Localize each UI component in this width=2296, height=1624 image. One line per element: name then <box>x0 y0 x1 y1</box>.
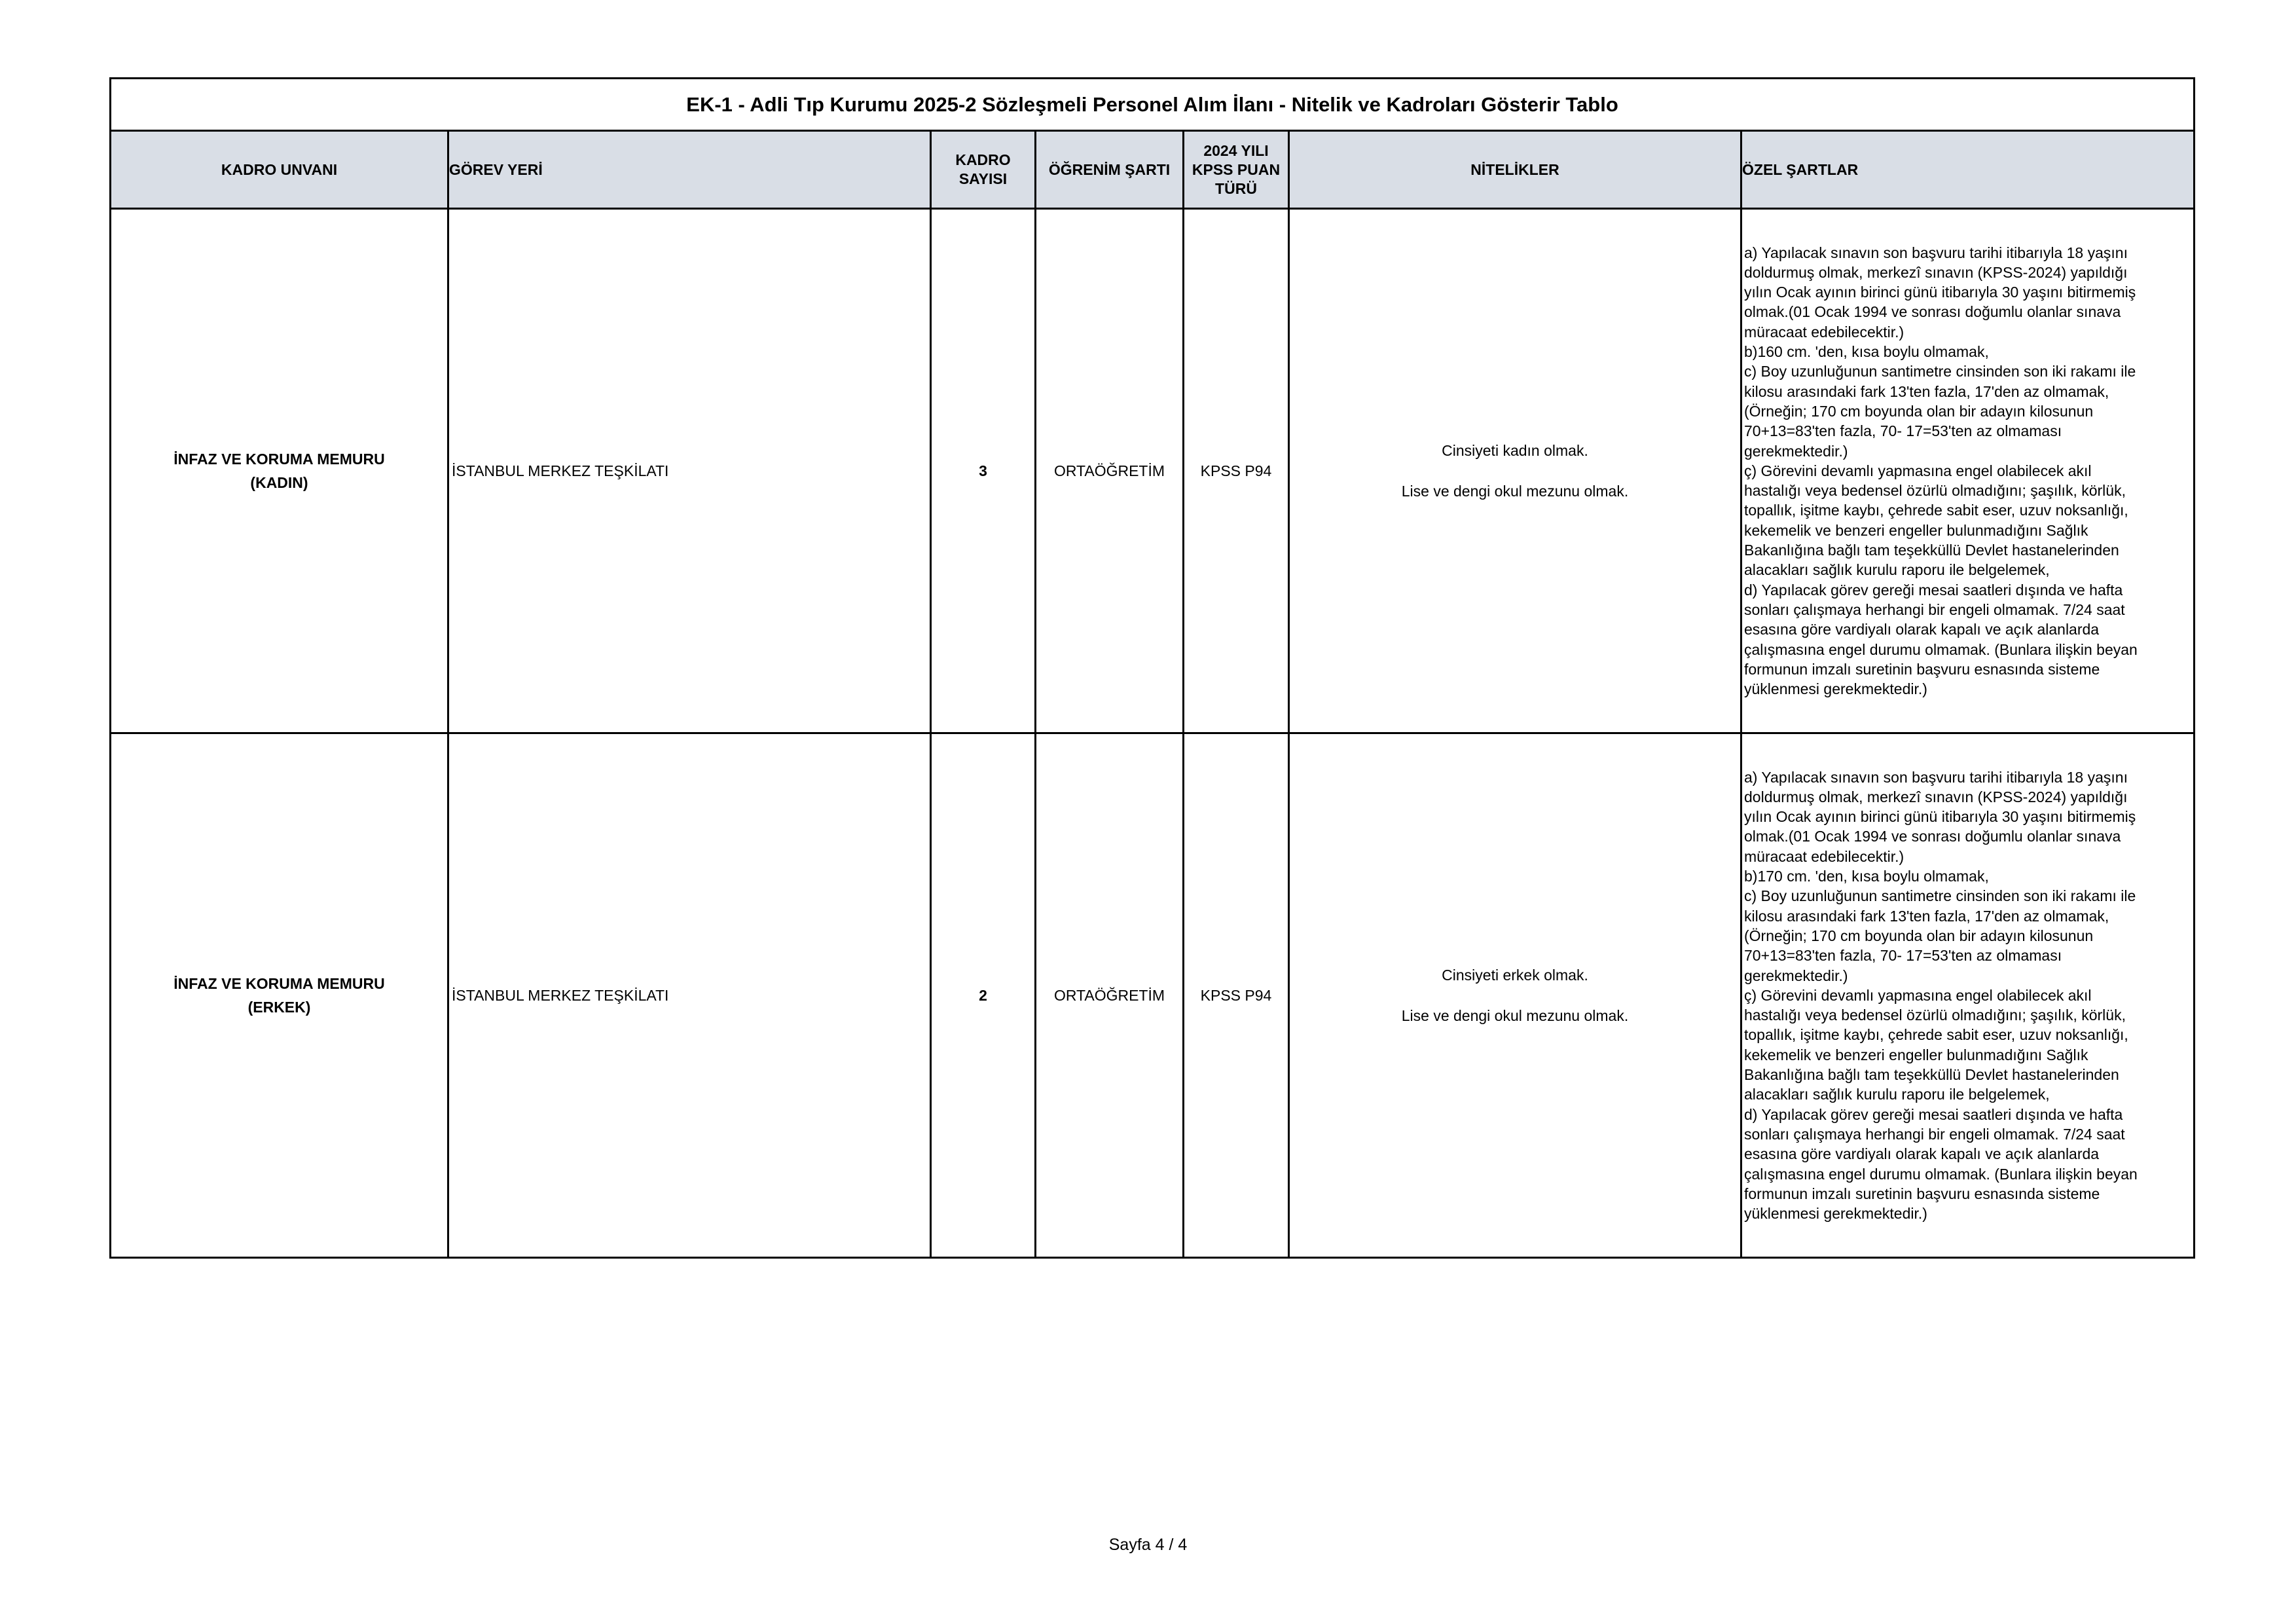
cell-ogrenim-sarti: ORTAÖĞRETİM <box>1036 733 1184 1258</box>
header-gorev-yeri: GÖREV YERİ <box>448 131 931 209</box>
ozel-sart-line: yılın Ocak ayının birinci günü itibarıyla 30 yaşını bitirmemiş <box>1744 808 2136 826</box>
ozel-sart-line: olmak.(01 Ocak 1994 ve sonrası doğumlu olanlar sınava <box>1744 828 2121 845</box>
ozel-sart-line: b)170 cm. 'den, kısa boylu olmamak, <box>1744 868 1989 885</box>
ozel-sart-line: d) Yapılacak görev gereği mesai saatleri dışında ve hafta <box>1744 581 2123 599</box>
header-nitelikler: NİTELİKLER <box>1289 131 1741 209</box>
ozel-sart-line: (Örneğin; 170 cm boyunda olan bir adayın kilosunun <box>1744 927 2094 944</box>
ozel-sart-line: c) Boy uzunluğunun santimetre cinsinden son iki rakamı ile <box>1744 363 2136 380</box>
kadro-unvani-line: (KADIN) <box>250 474 308 491</box>
cell-ogrenim-sarti: ORTAÖĞRETİM <box>1036 209 1184 733</box>
ozel-sart-line: hastalığı veya bedensel özürlü olmadığını; şaşılık, körlük, <box>1744 482 2126 500</box>
ozel-sart-line: müracaat edebilecektir.) <box>1744 847 1904 865</box>
ozel-sart-line: a) Yapılacak sınavın son başvuru tarihi itibarıyla 18 yaşını <box>1744 244 2128 261</box>
ozel-sart-line: b)160 cm. 'den, kısa boylu olmamak, <box>1744 343 1989 361</box>
kadro-unvani-line: İNFAZ VE KORUMA MEMURU <box>173 975 385 992</box>
ozel-sart-line: doldurmuş olmak, merkezî sınavın (KPSS-2024) yapıldığı <box>1744 788 2128 805</box>
nitelik-line: Lise ve dengi okul mezunu olmak. <box>1401 1006 1629 1024</box>
ozel-sart-line: müracaat edebilecektir.) <box>1744 323 1904 341</box>
ozel-sart-line: kekemelik ve benzeri engeller bulunmadığını Sağlık <box>1744 521 2088 539</box>
ozel-sart-line: esasına göre vardiyalı olarak kapalı ve açık alanlarda <box>1744 1145 2100 1163</box>
cell-kadro-unvani <box>111 733 448 1258</box>
ozel-sart-line: formunun imzalı suretinin başvuru esnasında sisteme <box>1744 660 2100 678</box>
table-title: EK-1 - Adli Tıp Kurumu 2025-2 Sözleşmeli Personel Alım İlanı - Nitelik ve Kadroları Gösterir Tablo <box>111 79 2195 131</box>
ozel-sart-line: alacakları sağlık kurulu raporu ile belgelemek, <box>1744 561 2050 579</box>
cell-gorev-yeri: İSTANBUL MERKEZ TEŞKİLATI <box>448 733 931 1258</box>
cell-kadro-sayisi: 3 <box>931 209 1036 733</box>
ozel-sart-line: yüklenmesi gerekmektedir.) <box>1744 680 1927 698</box>
ozel-sart-line: c) Boy uzunluğunun santimetre cinsinden son iki rakamı ile <box>1744 887 2136 905</box>
cell-kpss-puan-turu: KPSS P94 <box>1184 209 1289 733</box>
header-kpss-puan-turu <box>1184 131 1289 209</box>
nitelik-line: Cinsiyeti kadın olmak. <box>1442 441 1588 459</box>
ozel-sart-line: 70+13=83'ten fazla, 70- 17=53'ten az olmaması <box>1744 947 2062 965</box>
ozel-sart-line: gerekmektedir.) <box>1744 442 1848 460</box>
header-kadro-sayisi <box>931 131 1036 209</box>
ozel-sart-line: yılın Ocak ayının birinci günü itibarıyla 30 yaşını bitirmemiş <box>1744 284 2136 301</box>
ozel-sart-line: 70+13=83'ten fazla, 70- 17=53'ten az olmaması <box>1744 422 2062 440</box>
ozel-sart-line: çalışmasına engel durumu olmamak. (Bunlara ilişkin beyan <box>1744 1165 2138 1183</box>
ozel-sart-line: çalışmasına engel durumu olmamak. (Bunlara ilişkin beyan <box>1744 640 2138 658</box>
personnel-table <box>109 77 2195 1259</box>
cell-nitelikler <box>1289 733 1741 1258</box>
ozel-sart-line: esasına göre vardiyalı olarak kapalı ve açık alanlarda <box>1744 621 2100 638</box>
page-number: Sayfa 4 / 4 <box>1108 1536 1188 1554</box>
header-kpss-line: 2024 YILI <box>1203 141 1269 159</box>
cell-ozel-sartlar <box>1741 733 2195 1258</box>
header-kpss-line: TÜRÜ <box>1215 179 1257 197</box>
cell-ozel-sartlar <box>1741 209 2195 733</box>
ozel-sart-line: doldurmuş olmak, merkezî sınavın (KPSS-2024) yapıldığı <box>1744 263 2128 281</box>
ozel-sart-line: sonları çalışmaya herhangi bir engeli olmamak. 7/24 saat <box>1744 600 2125 618</box>
header-ogrenim-sarti: ÖĞRENİM ŞARTI <box>1036 131 1184 209</box>
header-kadro-sayisi-line: SAYISI <box>958 170 1008 187</box>
table-row <box>111 733 2195 1258</box>
cell-kadro-sayisi: 2 <box>931 733 1036 1258</box>
cell-nitelikler <box>1289 209 1741 733</box>
ozel-sart-line: ç) Görevini devamlı yapmasına engel olabilecek akıl <box>1744 462 2092 479</box>
ozel-sart-line: d) Yapılacak görev gereği mesai saatleri dışında ve hafta <box>1744 1105 2123 1123</box>
header-kadro-unvani: KADRO UNVANI <box>111 131 448 209</box>
nitelik-line: Lise ve dengi okul mezunu olmak. <box>1401 482 1629 500</box>
table-header-row <box>111 131 2195 209</box>
header-kpss-line: KPSS PUAN <box>1192 160 1281 178</box>
ozel-sart-line: gerekmektedir.) <box>1744 967 1848 984</box>
header-kadro-sayisi-line: KADRO <box>955 151 1011 168</box>
ozel-sart-line: formunun imzalı suretinin başvuru esnasında sisteme <box>1744 1185 2100 1202</box>
cell-kpss-puan-turu: KPSS P94 <box>1184 733 1289 1258</box>
cell-kadro-unvani <box>111 209 448 733</box>
ozel-sart-line: topallık, işitme kaybı, çehrede sabit eser, uzuv noksanlığı, <box>1744 502 2128 519</box>
ozel-sart-line: olmak.(01 Ocak 1994 ve sonrası doğumlu olanlar sınava <box>1744 303 2121 321</box>
ozel-sart-line: a) Yapılacak sınavın son başvuru tarihi itibarıyla 18 yaşını <box>1744 768 2128 786</box>
ozel-sart-line: hastalığı veya bedensel özürlü olmadığını; şaşılık, körlük, <box>1744 1006 2126 1024</box>
ozel-sart-line: ç) Görevini devamlı yapmasına engel olabilecek akıl <box>1744 986 2092 1004</box>
ozel-sart-line: kilosu arasındaki fark 13'ten fazla, 17'den az olmamak, <box>1744 907 2109 925</box>
ozel-sart-line: (Örneğin; 170 cm boyunda olan bir adayın kilosunun <box>1744 402 2094 420</box>
ozel-sart-line: kekemelik ve benzeri engeller bulunmadığını Sağlık <box>1744 1046 2088 1063</box>
kadro-unvani-line: İNFAZ VE KORUMA MEMURU <box>173 451 385 468</box>
table-row <box>111 209 2195 733</box>
ozel-sart-line: Bakanlığına bağlı tam teşekküllü Devlet hastanelerinden <box>1744 542 2119 559</box>
header-ozel-sartlar: ÖZEL ŞARTLAR <box>1741 131 2195 209</box>
kadro-unvani-line: (ERKEK) <box>247 999 311 1016</box>
ozel-sart-line: alacakları sağlık kurulu raporu ile belgelemek, <box>1744 1086 2050 1103</box>
ozel-sart-line: kilosu arasındaki fark 13'ten fazla, 17'den az olmamak, <box>1744 382 2109 400</box>
ozel-sart-line: yüklenmesi gerekmektedir.) <box>1744 1205 1927 1223</box>
nitelik-line: Cinsiyeti erkek olmak. <box>1442 966 1588 984</box>
ozel-sart-line: Bakanlığına bağlı tam teşekküllü Devlet hastanelerinden <box>1744 1066 2119 1084</box>
cell-gorev-yeri: İSTANBUL MERKEZ TEŞKİLATI <box>448 209 931 733</box>
ozel-sart-line: topallık, işitme kaybı, çehrede sabit eser, uzuv noksanlığı, <box>1744 1026 2128 1044</box>
ozel-sart-line: sonları çalışmaya herhangi bir engeli olmamak. 7/24 saat <box>1744 1125 2125 1143</box>
